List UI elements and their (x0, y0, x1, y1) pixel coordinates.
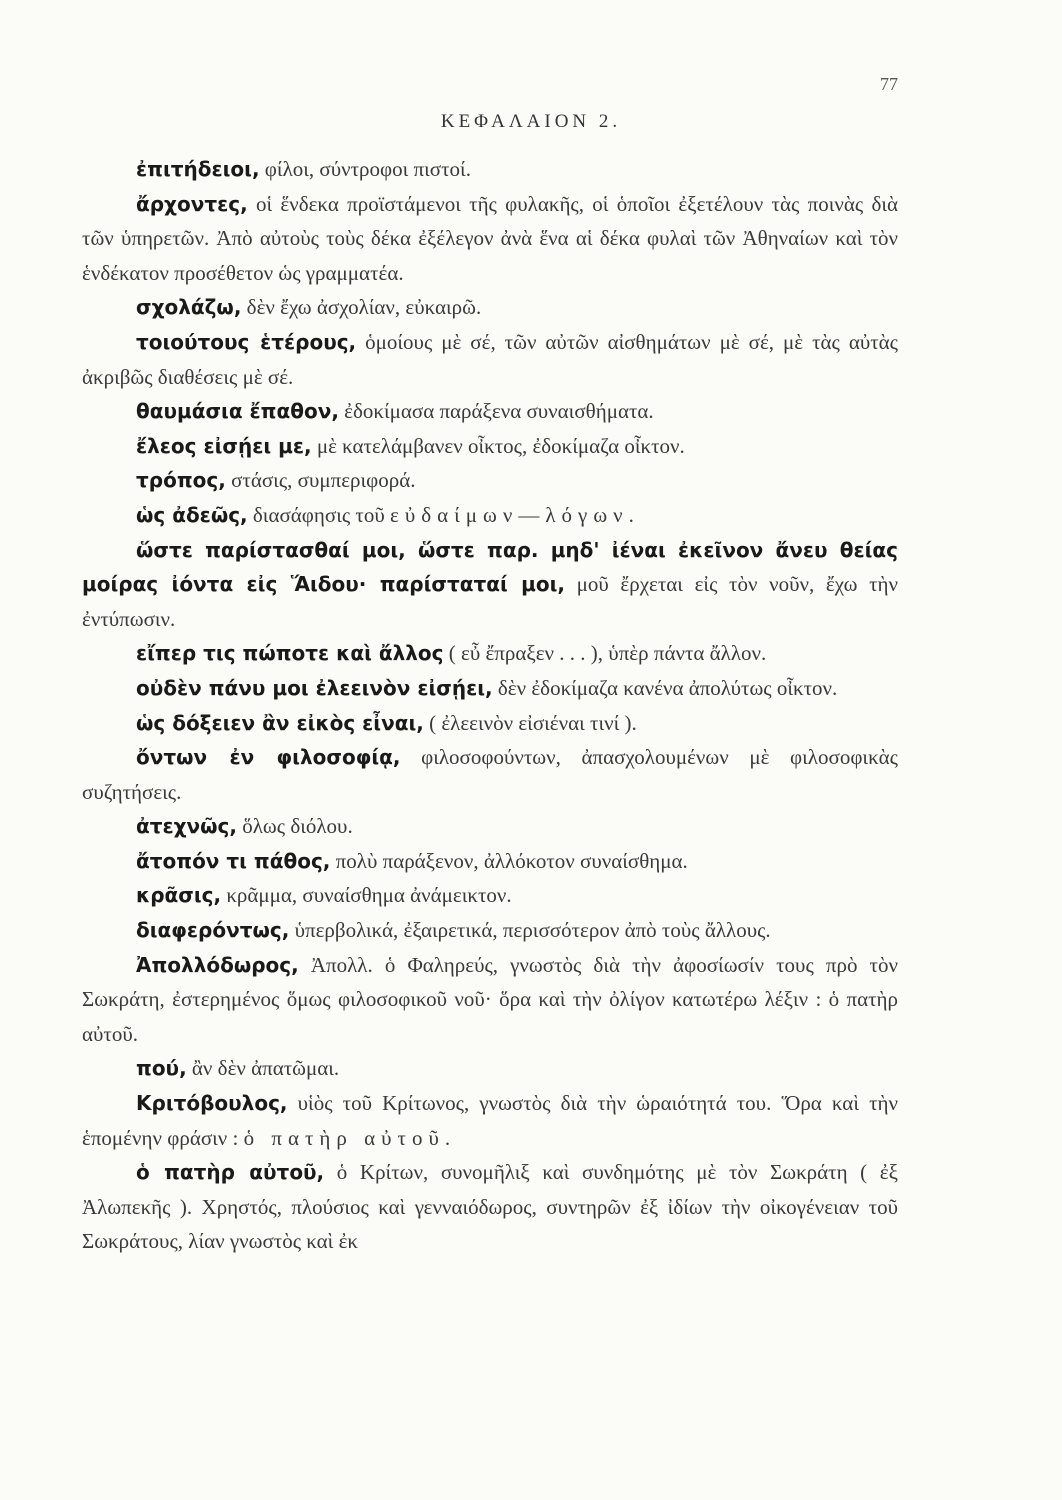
entry-definition: φιλοσοφούντων, ἀπασχολουμένων μὲ φιλοσοφικὰς συζητήσεις. (82, 745, 898, 804)
glossary-entry (82, 671, 898, 706)
glossary-entry (82, 913, 898, 948)
entry-definition: Ἀπολλ. ὁ Φαληρεύς, γνωστὸς διὰ τὴν ἀφοσίωσίν τους πρὸ τὸν Σωκράτη, ἐστερημένος ὅμως φιλοσοφικοῦ νοῦ· ὅρα καὶ τὴν ὀλίγον κατωτέρω λέξιν : ὁ πατὴρ αὐτοῦ. (82, 952, 898, 1046)
glossary-body (82, 152, 898, 1259)
glossary-entry (82, 533, 898, 637)
glossary-entry (82, 1051, 898, 1086)
entry-term: ὡς ἀδεῶς, (136, 502, 248, 527)
glossary-entry (82, 498, 898, 533)
entry-definition: ὁμοίους μὲ σέ, τῶν αὐτῶν αἰσθημάτων μὲ σέ, μὲ τὰς αὐτὰς ἀκριβῶς διαθέσεις μὲ σέ. (82, 329, 898, 389)
entry-definition: ἂν δὲν ἀπατῶμαι. (186, 1056, 340, 1081)
glossary-entry (82, 636, 898, 671)
spaced-quote: ὁ πατὴρ αὐτοῦ (243, 1125, 445, 1150)
entry-definition: υἱὸς τοῦ Κρίτωνος, γνωστὸς διὰ τὴν ὡραιότητά του. Ὅρα καὶ τὴν ἑπομένην φράσιν : (82, 1091, 898, 1150)
entry-definition-end: . (444, 1125, 451, 1150)
entry-term: ἐπιτήδειοι, (136, 157, 260, 181)
glossary-entry (82, 948, 898, 1052)
glossary-entry (82, 706, 898, 741)
entry-term: Κριτόβουλος, (136, 1091, 288, 1116)
glossary-entry (82, 740, 898, 809)
entry-definition: ( ἐλεεινὸν εἰσιέναι τινί ). (423, 710, 637, 735)
entry-definition: διασάφησις τοῦ (247, 502, 391, 527)
chapter-title: ΚΕΦΑΛΑΙΟΝ 2. (440, 111, 622, 132)
entry-definition: δὲν ἐδοκίμαζα κανένα ἀπολύτως οἶκτον. (492, 675, 838, 700)
page-number: 77 (880, 74, 898, 94)
entry-term: τρόπος, (136, 468, 226, 493)
entry-term: σχολάζω, (136, 295, 242, 320)
entry-term: διαφερόντως, (136, 918, 290, 943)
entry-term: εἴπερ τις πώποτε καὶ ἄλλος (136, 641, 444, 666)
entry-definition: ὅλως διόλου. (237, 814, 353, 839)
entry-definition: στάσις, συμπεριφορά. (225, 468, 416, 493)
entry-definition: οἱ ἕνδεκα προϊστάμενοι τῆς φυλακῆς, οἱ ὁποῖοι ἐξετέλουν τὰς ποινὰς διὰ τῶν ὑπηρετῶν. Ἀπὸ αὐτοὺς τοὺς δέκα ἐξέλεγον ἀνὰ ἕνα αἱ δέκα φυλαὶ τῶν Ἀθηναίων καὶ τὸν ἑνδέκατον προσέθετον ὡς γραμματέα. (82, 191, 898, 285)
glossary-entry (82, 394, 898, 429)
entry-definition: φίλοι, σύντροφοι πιστοί. (259, 157, 471, 181)
glossary-entry (82, 1155, 898, 1259)
glossary-entry (82, 325, 898, 394)
entry-definition: μὲ κατελάμβανεν οἶκτος, ἐδοκίμαζα οἶκτον. (311, 433, 685, 458)
glossary-entry (82, 878, 898, 913)
entry-definition: κρᾶμμα, συναίσθημα ἀνάμεικτον. (221, 883, 512, 908)
spaced-quote: εὐδαίμων—λόγων (390, 502, 629, 527)
entry-term: ὡς δόξειεν ἂν εἰκὸς εἶναι, (136, 710, 424, 735)
entry-term: ἄτοπόν τι πάθος, (136, 848, 331, 873)
entry-definition: ἐδοκίμασα παράξενα συναισθήματα. (338, 399, 654, 424)
glossary-entry (82, 1086, 898, 1155)
glossary-entry (82, 809, 898, 844)
entry-term: κρᾶσις, (136, 883, 222, 908)
entry-term: ἄρχοντες, (136, 191, 248, 216)
entry-term: Ἀπολλόδωρος, (136, 952, 299, 977)
glossary-entry (82, 152, 898, 187)
glossary-entry (82, 463, 898, 498)
entry-term: θαυμάσια ἔπαθον, (136, 399, 339, 424)
entry-term: πού, (136, 1056, 187, 1081)
entry-term: ὁ πατὴρ αὐτοῦ, (136, 1160, 325, 1185)
entry-term: ἀτεχνῶς, (136, 814, 237, 839)
entry-definition: δὲν ἔχω ἀσχολίαν, εὐκαιρῶ. (241, 295, 482, 320)
entry-definition: ὑπερβολικά, ἐξαιρετικά, περισσότερον ἀπὸ τοὺς ἄλλους. (289, 918, 771, 943)
glossary-entry (82, 290, 898, 325)
entry-term: ἔλεος εἰσῄει με, (136, 433, 312, 458)
entry-term: οὐδὲν πάνυ μοι ἐλεεινὸν εἰσῄει, (136, 675, 493, 700)
glossary-entry (82, 429, 898, 464)
entry-term: ὄντων ἐν φιλοσοφίᾳ, (136, 745, 401, 770)
entry-definition: πολὺ παράξενον, ἀλλόκοτον συναίσθημα. (330, 848, 688, 873)
glossary-entry (82, 844, 898, 879)
entry-term: τοιούτους ἑτέρους, (136, 329, 357, 354)
entry-definition-end: . (628, 502, 634, 527)
entry-term: ὥστε παρίστασθαί μοι, ὥστε παρ. μηδ' ἰέναι ἐκεῖνον ἄνευ θείας μοίρας ἰόντα εἰς Ἅιδου· παρίσταταί μοι, (82, 537, 898, 597)
entry-definition: μοῦ ἔρχεται εἰς τὸν νοῦν, ἔχω τὴν ἐντύπωσιν. (82, 572, 898, 631)
glossary-entry (82, 187, 898, 291)
entry-definition: ( εὖ ἔπραξεν . . . ), ὑπὲρ πάντα ἄλλον. (443, 641, 767, 666)
entry-definition: ὁ Κρίτων, συνομῆλιξ καὶ συνδημότης μὲ τὸν Σωκράτη ( ἐξ Ἀλωπεκῆς ). Χρηστός, πλούσιος καὶ γενναιόδωρος, συντηρῶν ἐξ ἰδίων τὴν οἰκογένειαν τοῦ Σωκράτους, λίαν γνωστὸς καὶ ἐκ (82, 1160, 898, 1254)
